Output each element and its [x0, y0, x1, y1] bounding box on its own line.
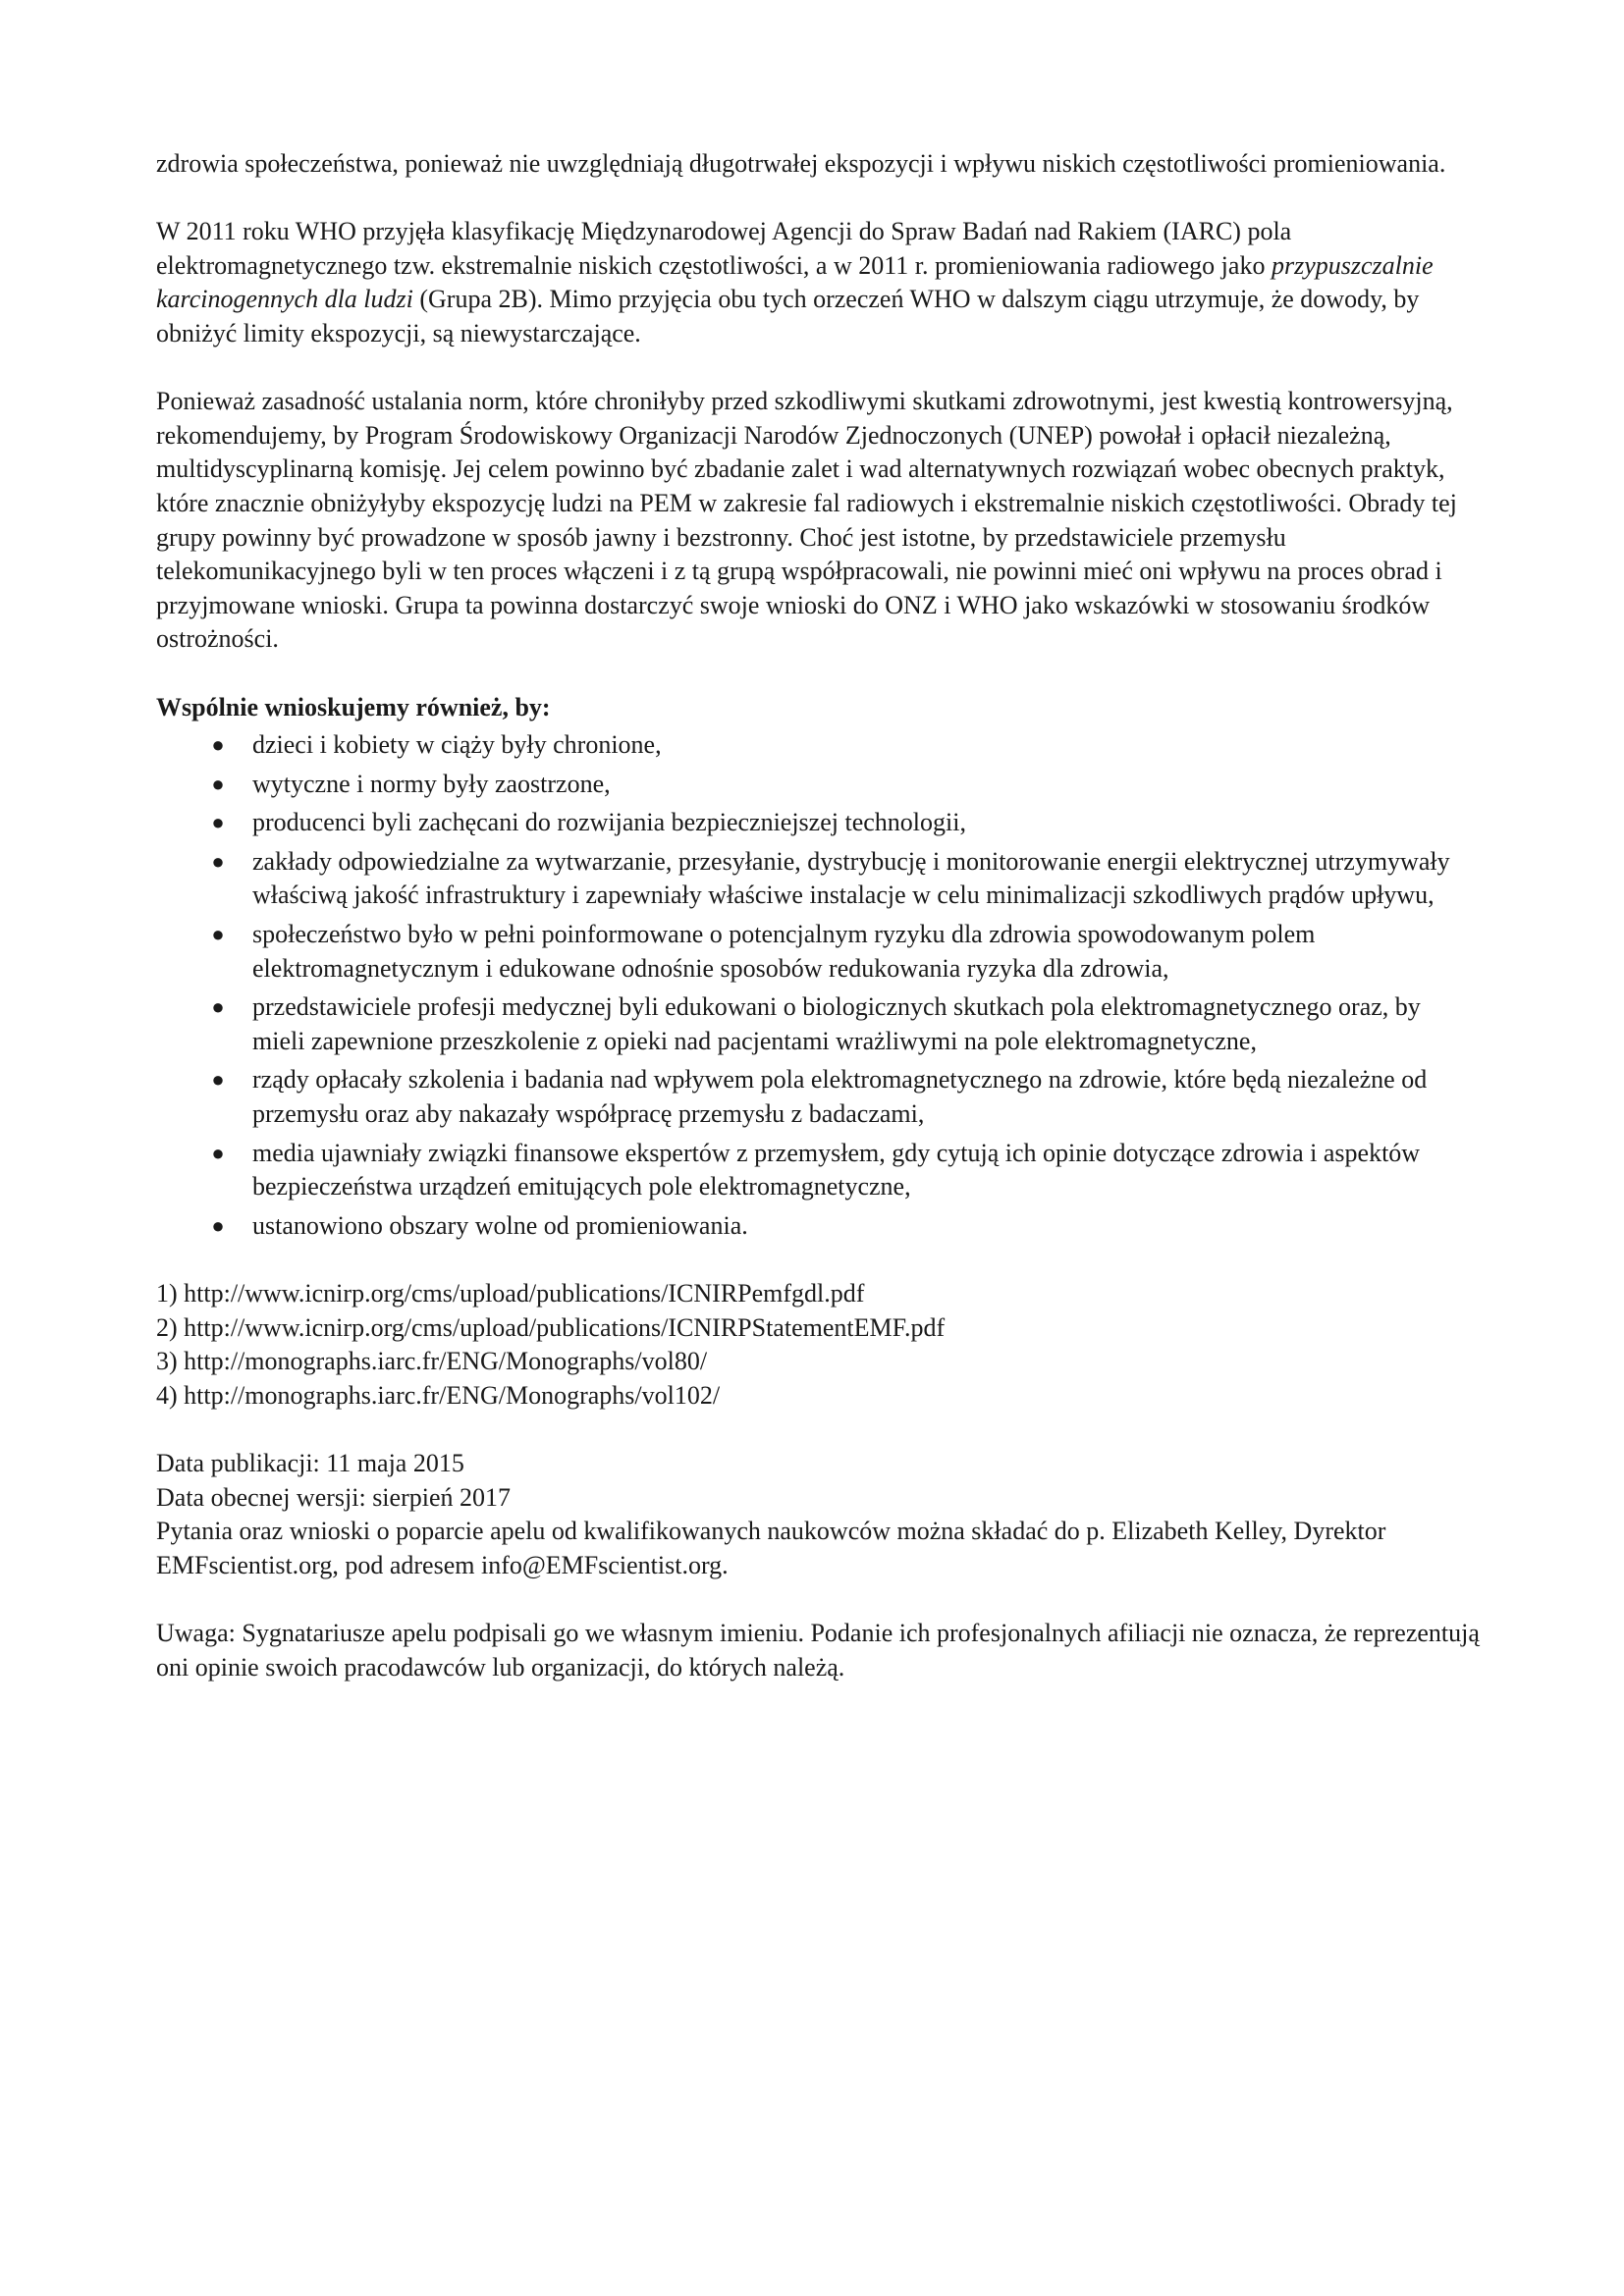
bullet-icon: ● [211, 732, 225, 758]
bullet-icon: ● [211, 1067, 225, 1093]
italic-carcinogenic-phrase: przypuszczalnie karcinogennych dla ludzi [156, 250, 1434, 314]
paragraph-who-classification [156, 215, 1491, 350]
bullet-icon: ● [211, 1140, 225, 1165]
reference-link[interactable]: 3) http://monographs.iarc.fr/ENG/Monographs/vol80/ [156, 1347, 708, 1376]
bullet-icon: ● [211, 848, 225, 874]
list-item [156, 1209, 1491, 1244]
bullet-icon: ● [211, 771, 225, 796]
references-list [156, 1277, 1491, 1413]
reference-link[interactable]: 1) http://www.icnirp.org/cms/upload/publications/ICNIRPemfgdl.pdf [156, 1279, 865, 1308]
list-item [156, 728, 1491, 763]
reference-link[interactable]: 2) http://www.icnirp.org/cms/upload/publications/ICNIRPStatementEMF.pdf [156, 1312, 946, 1342]
publication-info [156, 1447, 1491, 1582]
requests-heading: Wspólnie wnioskujemy również, by: [156, 692, 551, 721]
publication-date: Data publikacji: 11 maja 2015 [156, 1448, 464, 1477]
list-item [156, 806, 1491, 840]
list-item-text: dzieci i kobiety w ciąży były chronione, [252, 730, 662, 760]
contact-info: Pytania oraz wnioski o poparcie apelu od kwalifikowanych naukowców można składać do p. Elizabeth Kelley, Dyrektor EMFscientist.org, pod adresem info@EMFscientist.org. [156, 1517, 1386, 1579]
bullet-icon: ● [211, 810, 225, 835]
list-item-text: media ujawniały związki finansowe ekspertów z przemysłem, gdy cytują ich opinie dotyczące zdrowia i aspektów bezpieczeństwa urządzeń emitujących pole elektromagnetyczne, [252, 1138, 1421, 1201]
paragraph-unep-recommendation: Ponieważ zasadność ustalania norm, które chroniłyby przed szkodliwymi skutkami zdrowotnymi, jest kwestią kontrowersyjną, rekomendujemy, by Program Środowiskowy Organizacji Narodów Zjednoczonych (UNEP) powołał i opłacił niezależną, multidyscyplinarną komisję. Jej celem powinno być zbadanie zalet i wad alternatywnych rozwiązań wobec obecnych praktyk, które znacznie obniżyłyby ekspozycję ludzi na PEM w zakresie fal radiowych i ekstremalnie niskich częstotliwości. Obrady tej grupy powinny być prowadzone w sposób jawny i bezstronny. Choć jest istotne, by przedstawiciele przemysłu telekomunikacyjnego byli w ten proces włączeni i z tą grupą współpracowali, nie powinni mieć oni wpływu na proces obrad i przyjmowane wnioski. Grupa ta powinna dostarczyć swoje wnioski do ONZ i WHO jako wskazówki w stosowaniu środków ostrożności. [156, 387, 1457, 654]
signatories-note: Uwaga: Sygnatariusze apelu podpisali go we własnym imieniu. Podanie ich profesjonalnych afiliacji nie oznacza, że reprezentują oni opinie swoich pracodawców lub organizacji, do których należą. [156, 1618, 1480, 1682]
paragraph-health-intro: zdrowia społeczeństwa, ponieważ nie uwzględniają długotrwałej ekspozycji i wpływu niskich częstotliwości promieniowania. [156, 149, 1446, 178]
list-item-text: zakłady odpowiedzialne za wytwarzanie, przesyłanie, dystrybucję i monitorowanie energii elektrycznej utrzymywały właściwą jakość infrastruktury i zapewniały właściwe instalacje w celu minimalizacji szkodliwych prądów upływu, [252, 846, 1450, 910]
list-item [156, 1063, 1491, 1131]
reference-link[interactable]: 4) http://monographs.iarc.fr/ENG/Monographs/vol102/ [156, 1380, 721, 1410]
who-text-start: W 2011 roku WHO przyjęła klasyfikację Międzynarodowej Agencji do Spraw Badań nad Rakiem (IARC) pola elektromagnetycznego tzw. ekstremalnie niskich częstotliwości, a w 2011 r. promieniowania radiowego jako [156, 217, 1292, 280]
requests-list [156, 728, 1491, 1243]
list-item [156, 845, 1491, 913]
bullet-icon: ● [211, 1212, 225, 1238]
list-item [156, 768, 1491, 802]
current-version-date: Data obecnej wersji: sierpień 2017 [156, 1482, 511, 1512]
list-item-text: wytyczne i normy były zaostrzone, [252, 769, 611, 798]
document-page [156, 147, 1491, 1684]
who-text-end: (Grupa 2B). Mimo przyjęcia obu tych orzeczeń WHO w dalszym ciągu utrzymuje, że dowody, by obniżyć limity ekspozycji, są niewystarczające. [156, 285, 1420, 347]
bullet-icon: ● [211, 922, 225, 947]
list-item-text: rządy opłacały szkolenia i badania nad wpływem pola elektromagnetycznego na zdrowie, które będą niezależne od przemysłu oraz aby nakazały współpracę przemysłu z badaczami, [252, 1065, 1428, 1129]
list-item-text: społeczeństwo było w pełni poinformowane o potencjalnym ryzyku dla zdrowia spowodowanym polem elektromagnetycznym i edukowane odnośnie sposobów redukowania ryzyka dla zdrowia, [252, 920, 1316, 983]
list-item-text: ustanowiono obszary wolne od promieniowania. [252, 1210, 748, 1240]
list-item [156, 990, 1491, 1058]
list-item [156, 1137, 1491, 1204]
list-item-text: przedstawiciele profesji medycznej byli edukowani o biologicznych skutkach pola elektromagnetycznego oraz, by mieli zapewnione przeszkolenie z opieki nad pacjentami wrażliwymi na pole elektromagnetyczne, [252, 992, 1421, 1055]
bullet-icon: ● [211, 994, 225, 1020]
list-item [156, 918, 1491, 986]
list-item-text: producenci byli zachęcani do rozwijania bezpieczniejszej technologii, [252, 808, 966, 837]
